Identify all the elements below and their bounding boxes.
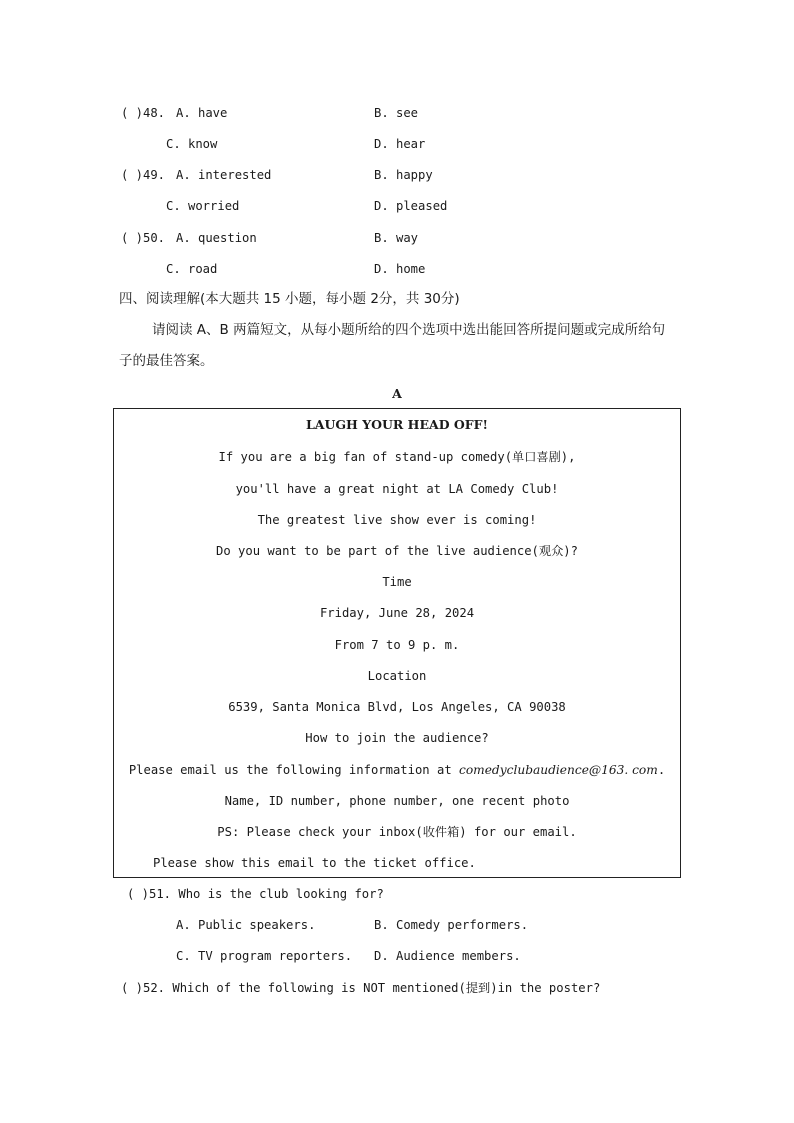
q52-stem: ( )52. Which of the following is NOT mentioned(提到)in the poster?	[121, 981, 601, 995]
q49-option-c: C. worried	[166, 199, 240, 213]
q50-option-c: C. road	[166, 262, 218, 276]
section-instruction-line2: 子的最佳答案。	[119, 353, 214, 369]
poster-join-question: How to join the audience?	[305, 731, 489, 745]
q48-option-c: C. know	[166, 137, 218, 151]
q49-option-b: B. happy	[374, 168, 433, 182]
poster-email-prefix: Please email us the following information at	[128, 763, 459, 777]
q48-option-d: D. hear	[374, 137, 426, 151]
poster-time-label: Time	[382, 575, 412, 589]
q50-option-d: D. home	[374, 262, 426, 276]
poster-email-suffix: .	[657, 763, 666, 777]
q50-option-a: A. question	[176, 231, 257, 245]
poster-box	[113, 408, 681, 878]
poster-ps: PS: Please check your inbox(收件箱) for our email.	[217, 825, 577, 839]
poster-line3: The greatest live show ever is coming!	[257, 513, 537, 527]
q49-number: ( )49.	[121, 168, 166, 182]
passage-label: A	[392, 386, 402, 401]
poster-show-email: Please show this email to the ticket office.	[153, 856, 476, 870]
poster-location-label: Location	[367, 669, 427, 683]
poster-hours: From 7 to 9 p. m.	[334, 638, 460, 652]
q51-option-a: A. Public speakers.	[176, 918, 316, 932]
q48-option-a: A. have	[176, 106, 228, 120]
section-heading: 四、阅读理解(本大题共 15 小题，每小题 2分，共 30分)	[119, 291, 460, 307]
poster-email-line	[114, 762, 680, 778]
q48-option-b: B. see	[374, 106, 419, 120]
q51-option-b: B. Comedy performers.	[374, 918, 529, 932]
poster-email-address: comedyclubaudience@163. com	[459, 763, 658, 777]
poster-line1: If you are a big fan of stand-up comedy(单口喜剧),	[218, 450, 576, 464]
poster-address: 6539, Santa Monica Blvd, Los Angeles, CA 90038	[228, 700, 566, 714]
poster-line4: Do you want to be part of the live audience(观众)?	[216, 544, 578, 558]
section-instruction-line1: 请阅读 A、B 两篇短文，从每小题所给的四个选项中选出能回答所提问题或完成所给句	[152, 322, 666, 338]
q51-stem: ( )51. Who is the club looking for?	[127, 887, 384, 901]
q50-number: ( )50.	[121, 231, 166, 245]
q49-option-d: D. pleased	[374, 199, 448, 213]
q50-option-b: B. way	[374, 231, 419, 245]
poster-date: Friday, June 28, 2024	[319, 606, 475, 620]
q48-number: ( )48.	[121, 106, 166, 120]
q51-option-d: D. Audience members.	[374, 949, 521, 963]
poster-info-needed: Name, ID number, phone number, one recent photo	[224, 794, 570, 808]
q51-option-c: C. TV program reporters.	[176, 949, 353, 963]
poster-line2: you'll have a great night at LA Comedy Club!	[235, 482, 559, 496]
poster-title: LAUGH YOUR HEAD OFF!	[305, 417, 489, 432]
q49-option-a: A. interested	[176, 168, 272, 182]
